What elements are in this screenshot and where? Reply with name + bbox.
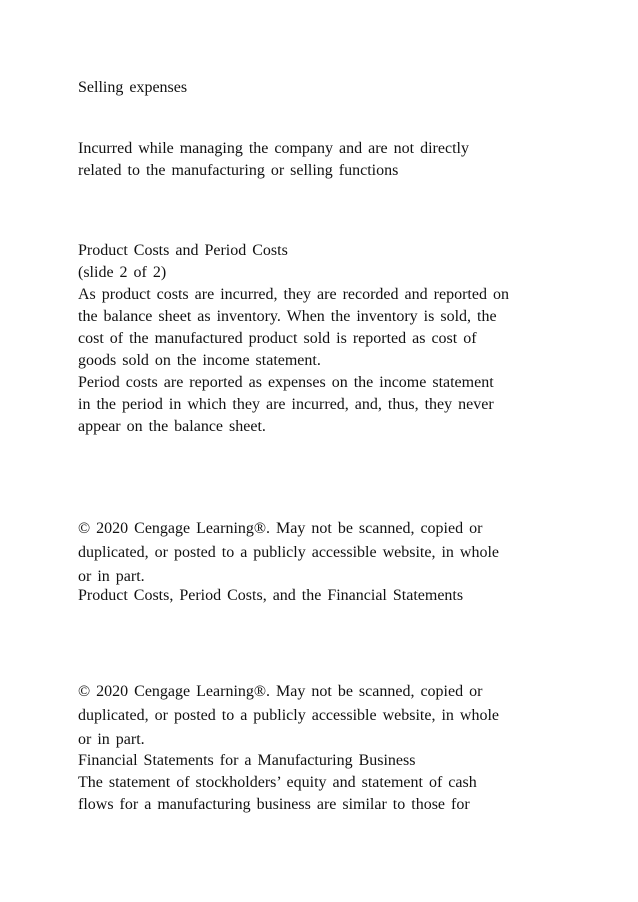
- text-line: Period costs are reported as expenses on the income statement: [78, 374, 494, 391]
- text-line: As product costs are incurred, they are recorded and reported on: [78, 286, 509, 303]
- text-line: flows for a manufacturing business are similar to those for: [78, 796, 470, 813]
- text-line: in the period in which they are incurred, and, thus, they never: [78, 396, 494, 413]
- text-line: Selling expenses: [78, 79, 188, 96]
- copyright-notice: © 2020 Cengage Learning®. May not be scanned, copied or: [78, 683, 483, 700]
- copyright-notice: or in part.: [78, 731, 145, 748]
- text-line: cost of the manufactured product sold is reported as cost of: [78, 330, 477, 347]
- text-line: Incurred while managing the company and are not directly: [78, 140, 469, 157]
- text-line: the balance sheet as inventory. When the inventory is sold, the: [78, 308, 497, 325]
- text-line: (slide 2 of 2): [78, 264, 167, 281]
- copyright-notice: duplicated, or posted to a publicly accessible website, in whole: [78, 707, 499, 724]
- text-line: related to the manufacturing or selling functions: [78, 162, 399, 179]
- section-heading: Financial Statements for a Manufacturing Business: [78, 752, 416, 769]
- section-heading: Product Costs, Period Costs, and the Financial Statements: [78, 587, 464, 604]
- copyright-notice: or in part.: [78, 568, 145, 585]
- text-line: goods sold on the income statement.: [78, 352, 321, 369]
- text-line: The statement of stockholders’ equity and statement of cash: [78, 774, 477, 791]
- copyright-notice: © 2020 Cengage Learning®. May not be scanned, copied or: [78, 520, 483, 537]
- text-line: appear on the balance sheet.: [78, 418, 266, 435]
- copyright-notice: duplicated, or posted to a publicly accessible website, in whole: [78, 544, 499, 561]
- section-heading: Product Costs and Period Costs: [78, 242, 288, 259]
